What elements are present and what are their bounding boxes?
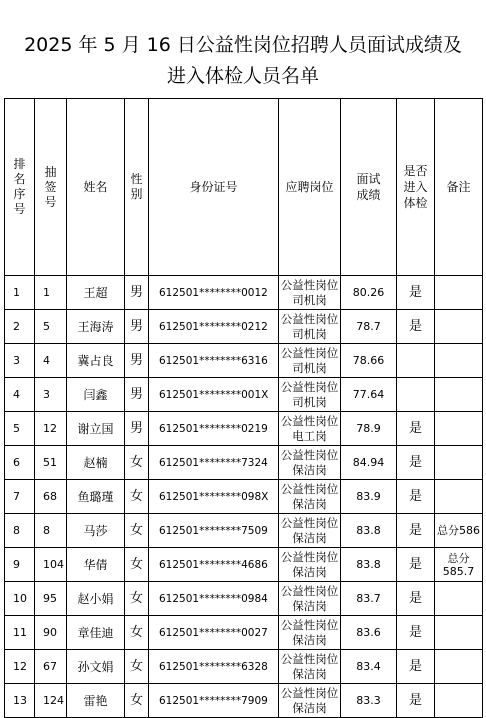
cell-note <box>435 650 483 684</box>
cell-draw: 104 <box>35 548 67 582</box>
cell-name: 赵小娟 <box>67 582 125 616</box>
cell-name: 鱼璐瑾 <box>67 480 125 514</box>
cell-exam: 是 <box>397 276 435 310</box>
cell-rank: 12 <box>5 650 35 684</box>
cell-score: 83.9 <box>341 480 397 514</box>
cell-draw: 3 <box>35 378 67 412</box>
table-row <box>5 378 483 412</box>
cell-rank: 10 <box>5 582 35 616</box>
cell-score: 84.94 <box>341 446 397 480</box>
cell-rank: 4 <box>5 378 35 412</box>
table-row <box>5 548 483 582</box>
cell-note: 总分585.7 <box>435 548 483 582</box>
cell-position: 公益性岗位保洁岗 <box>279 582 341 616</box>
cell-score: 83.3 <box>341 684 397 718</box>
cell-score: 77.64 <box>341 378 397 412</box>
header-name: 姓名 <box>67 99 125 276</box>
cell-note <box>435 616 483 650</box>
cell-name: 王海涛 <box>67 310 125 344</box>
cell-position: 公益性岗位电工岗 <box>279 412 341 446</box>
cell-draw: 12 <box>35 412 67 446</box>
cell-draw: 95 <box>35 582 67 616</box>
header-position: 应聘岗位 <box>279 99 341 276</box>
cell-gender: 男 <box>125 378 149 412</box>
cell-name: 谢立国 <box>67 412 125 446</box>
table-row <box>5 412 483 446</box>
cell-position: 公益性岗位保洁岗 <box>279 480 341 514</box>
cell-exam: 是 <box>397 412 435 446</box>
cell-exam: 是 <box>397 514 435 548</box>
cell-position: 公益性岗位保洁岗 <box>279 514 341 548</box>
cell-name: 赵楠 <box>67 446 125 480</box>
cell-id: 612501********6316 <box>149 344 279 378</box>
cell-exam: 是 <box>397 310 435 344</box>
cell-note <box>435 378 483 412</box>
cell-position: 公益性岗位司机岗 <box>279 344 341 378</box>
cell-gender: 女 <box>125 446 149 480</box>
cell-note <box>435 412 483 446</box>
cell-rank: 1 <box>5 276 35 310</box>
cell-draw: 1 <box>35 276 67 310</box>
cell-rank: 5 <box>5 412 35 446</box>
cell-id: 612501********7909 <box>149 684 279 718</box>
cell-name: 华倩 <box>67 548 125 582</box>
cell-gender: 女 <box>125 684 149 718</box>
table-row <box>5 582 483 616</box>
cell-exam: 是 <box>397 548 435 582</box>
table-body <box>5 276 483 718</box>
cell-score: 83.4 <box>341 650 397 684</box>
cell-rank: 3 <box>5 344 35 378</box>
cell-note <box>435 310 483 344</box>
cell-id: 612501********0212 <box>149 310 279 344</box>
table-row <box>5 650 483 684</box>
cell-score: 83.8 <box>341 548 397 582</box>
cell-exam: 是 <box>397 582 435 616</box>
cell-position: 公益性岗位司机岗 <box>279 378 341 412</box>
cell-exam <box>397 378 435 412</box>
cell-score: 83.6 <box>341 616 397 650</box>
cell-name: 冀占良 <box>67 344 125 378</box>
cell-note <box>435 344 483 378</box>
header-id: 身份证号 <box>149 99 279 276</box>
cell-position: 公益性岗位保洁岗 <box>279 446 341 480</box>
cell-gender: 男 <box>125 276 149 310</box>
header-rank: 排名序号 <box>5 99 35 276</box>
cell-id: 612501********0012 <box>149 276 279 310</box>
cell-gender: 女 <box>125 582 149 616</box>
cell-score: 83.8 <box>341 514 397 548</box>
cell-score: 83.7 <box>341 582 397 616</box>
cell-id: 612501********4686 <box>149 548 279 582</box>
cell-score: 78.66 <box>341 344 397 378</box>
cell-name: 王超 <box>67 276 125 310</box>
header-row <box>5 99 483 276</box>
cell-name: 孙文娟 <box>67 650 125 684</box>
cell-rank: 6 <box>5 446 35 480</box>
cell-score: 80.26 <box>341 276 397 310</box>
header-draw: 抽签号 <box>35 99 67 276</box>
table-row <box>5 616 483 650</box>
cell-id: 612501********6328 <box>149 650 279 684</box>
cell-name: 章佳迪 <box>67 616 125 650</box>
cell-gender: 女 <box>125 616 149 650</box>
cell-name: 闫鑫 <box>67 378 125 412</box>
table-row <box>5 446 483 480</box>
cell-score: 78.7 <box>341 310 397 344</box>
results-table <box>4 98 483 718</box>
header-note: 备注 <box>435 99 483 276</box>
table-row <box>5 480 483 514</box>
cell-gender: 女 <box>125 480 149 514</box>
cell-rank: 7 <box>5 480 35 514</box>
cell-exam: 是 <box>397 616 435 650</box>
cell-gender: 男 <box>125 344 149 378</box>
table-row <box>5 310 483 344</box>
cell-position: 公益性岗位司机岗 <box>279 276 341 310</box>
cell-note <box>435 446 483 480</box>
cell-id: 612501********001X <box>149 378 279 412</box>
cell-gender: 男 <box>125 412 149 446</box>
cell-position: 公益性岗位保洁岗 <box>279 684 341 718</box>
cell-draw: 90 <box>35 616 67 650</box>
cell-draw: 8 <box>35 514 67 548</box>
cell-draw: 67 <box>35 650 67 684</box>
header-gender: 性别 <box>125 99 149 276</box>
table-row <box>5 514 483 548</box>
cell-exam: 是 <box>397 650 435 684</box>
cell-exam: 是 <box>397 446 435 480</box>
cell-id: 612501********098X <box>149 480 279 514</box>
cell-name: 雷艳 <box>67 684 125 718</box>
cell-id: 612501********0027 <box>149 616 279 650</box>
document-title <box>0 30 486 92</box>
table-row <box>5 344 483 378</box>
cell-draw: 124 <box>35 684 67 718</box>
cell-position: 公益性岗位保洁岗 <box>279 616 341 650</box>
cell-position: 公益性岗位保洁岗 <box>279 548 341 582</box>
cell-draw: 68 <box>35 480 67 514</box>
cell-id: 612501********7509 <box>149 514 279 548</box>
cell-score: 78.9 <box>341 412 397 446</box>
cell-rank: 13 <box>5 684 35 718</box>
cell-gender: 男 <box>125 310 149 344</box>
header-score: 面试成绩 <box>341 99 397 276</box>
cell-name: 马莎 <box>67 514 125 548</box>
cell-rank: 11 <box>5 616 35 650</box>
cell-id: 612501********0984 <box>149 582 279 616</box>
cell-position: 公益性岗位保洁岗 <box>279 650 341 684</box>
cell-gender: 女 <box>125 650 149 684</box>
table-row <box>5 684 483 718</box>
title-line-1: 2025 年 5 月 16 日公益性岗位招聘人员面试成绩及 <box>24 34 462 56</box>
cell-exam: 是 <box>397 684 435 718</box>
cell-note <box>435 684 483 718</box>
cell-exam <box>397 344 435 378</box>
cell-note <box>435 276 483 310</box>
cell-gender: 女 <box>125 548 149 582</box>
cell-exam: 是 <box>397 480 435 514</box>
cell-rank: 9 <box>5 548 35 582</box>
cell-note: 总分586 <box>435 514 483 548</box>
cell-id: 612501********0219 <box>149 412 279 446</box>
cell-draw: 5 <box>35 310 67 344</box>
cell-note <box>435 480 483 514</box>
cell-rank: 2 <box>5 310 35 344</box>
cell-draw: 4 <box>35 344 67 378</box>
cell-rank: 8 <box>5 514 35 548</box>
cell-draw: 51 <box>35 446 67 480</box>
cell-id: 612501********7324 <box>149 446 279 480</box>
title-line-2: 进入体检人员名单 <box>166 65 319 87</box>
header-exam: 是否进入体检 <box>397 99 435 276</box>
table-row <box>5 276 483 310</box>
cell-gender: 女 <box>125 514 149 548</box>
cell-note <box>435 582 483 616</box>
cell-position: 公益性岗位司机岗 <box>279 310 341 344</box>
